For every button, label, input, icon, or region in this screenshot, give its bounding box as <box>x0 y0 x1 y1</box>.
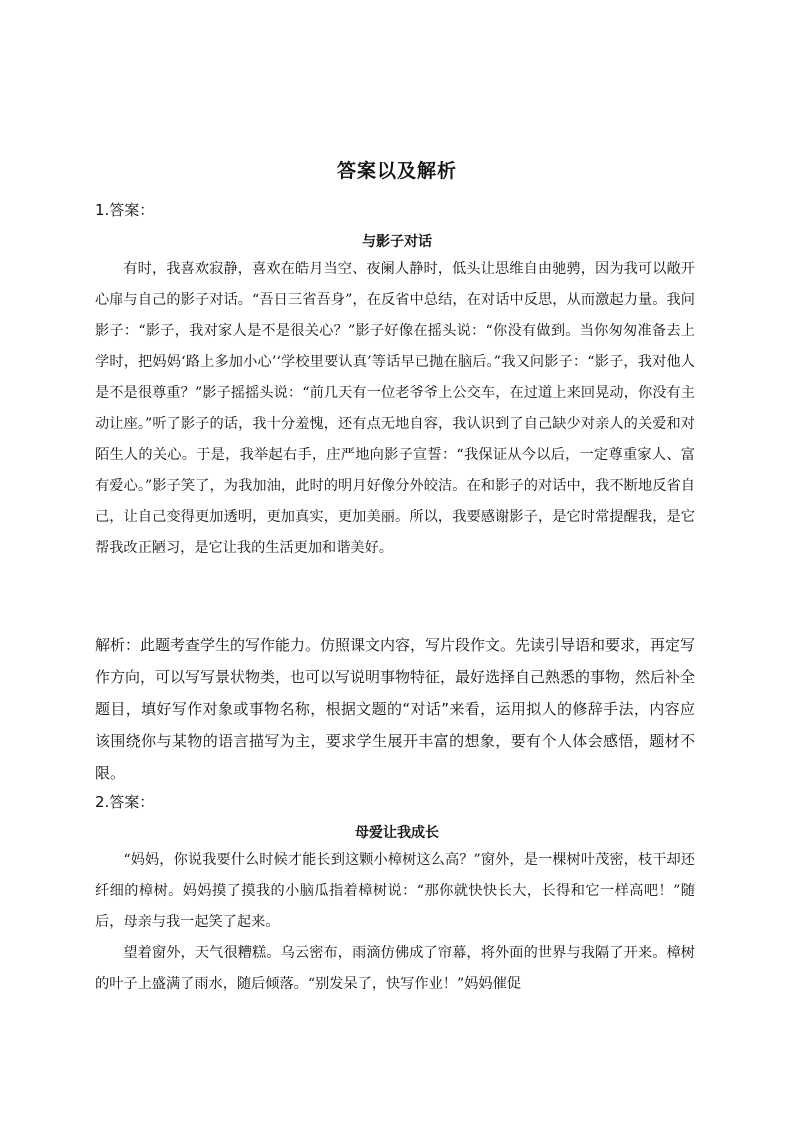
answer-label-2: 2.答案： <box>95 793 155 811</box>
essay-title-2: 母爱让我成长 <box>355 825 439 841</box>
essay-paragraph-3: 望着窗外，天气很糟糕。乌云密布，雨滴仿佛成了帘幕，将外面的世界与我隔了开来。樟树的叶子上盛满了雨水，随后倾落。“别发呆了，快写作业！”妈妈催促 <box>95 945 695 992</box>
page-title: 答案以及解析 <box>336 160 457 182</box>
answer-label-1: 1.答案： <box>95 201 155 219</box>
analysis-paragraph-1: 解析：此题考查学生的写作能力。仿照课文内容，写片段作文。先读引导语和要求，再定写作方向，可以写写景状物类，也可以写说明事物特征，最好选择自己熟悉的事物，然后补全题目，填好写作对象或事物名称，根据文题的“对话”来看，运用拟人的修辞手法，内容应该围绕你与某物的语言描写为主，要求学生展开丰富的想象，要有个人体会感悟，题材不限。 <box>95 636 696 782</box>
essay-title-1: 与影子对话 <box>362 234 432 250</box>
essay-paragraph-1: 有时，我喜欢寂静，喜欢在皓月当空、夜阑人静时，低头让思维自由驰骋，因为我可以敞开心扉与自己的影子对话。“吾日三省吾身”，在反省中总结，在对话中反思，从而激起力量。我问影子：“影子，我对家人是不是很关心？”影子好像在摇头说：“你没有做到。当你匆匆准备去上学时，把妈妈‘路上多加小心’‘学校里要认真’等话早已抛在脑后。”我又问影子：“影子，我对他人是不是很尊重？”影子摇摇头说：“前几天有一位老爷爷上公交车，在过道上来回晃动，你没有主动让座。”听了影子的话，我十分羞愧，还有点无地自容，我认识到了自己缺少对亲人的关爱和对陌生人的关心。于是，我举起右手，庄严地向影子宣誓：“我保证从今以后，一定尊重家人、富有爱心。”影子笑了，为我加油，此时的明月好像分外皎洁。在和影子的对话中，我不断地反省自己，让自己变得更加透明，更加真实，更加美丽。所以，我要感谢影子，是它时常提醒我，是它帮我改正陋习，是它让我的生活更加和谐美好。 <box>95 261 695 556</box>
essay-paragraph-2: “妈妈，你说我要什么时候才能长到这颗小樟树这么高？”窗外，是一棵树叶茂密，枝干却还纤细的樟树。妈妈摸了摸我的小脑瓜指着樟树说：“那你就快快长大，长得和它一样高吧！”随后，母亲与我一起笑了起来。 <box>95 852 695 930</box>
